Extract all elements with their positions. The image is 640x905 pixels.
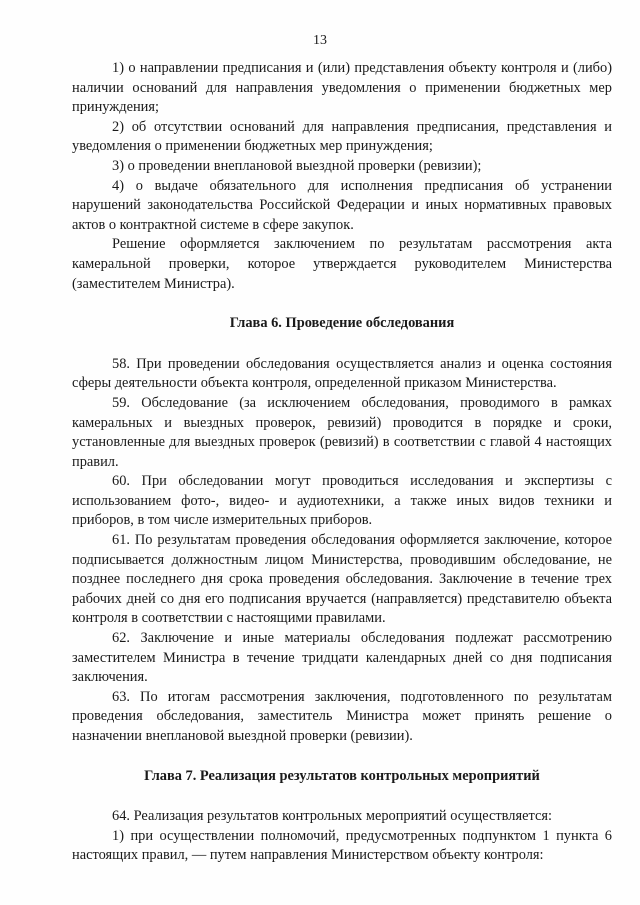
clause-62: 62. Заключение и иные материалы обследования подлежат рассмотрению заместителем Министра в течение тридцати календарных дней со дня подписания заключения.	[72, 630, 612, 686]
decision-option-2: 2) об отсутствии оснований для направления предписания, представления и уведомления о применении бюджетных мер принуждения;	[72, 118, 612, 155]
chapter-7-heading: Глава 7. Реализация результатов контрольных мероприятий	[144, 767, 540, 784]
clause-64-item-1: 1) при осуществлении полномочий, предусмотренных подпунктом 1 пункта 6 настоящих правил, — путем направления Министерством объекту контроля:	[72, 827, 612, 864]
clause-61: 61. По результатам проведения обследования оформляется заключение, которое подписывается должностным лицом Министерства, проводившим обследование, не позднее последнего дня срока проведения обследования. Заключение в течение трех рабочих дней со дня его подписания вручается (направляется) представителю объекта контроля в соответствии с настоящими правилами.	[72, 532, 612, 627]
clause-60: 60. При обследовании могут проводиться исследования и экспертизы с использованием фото-, видео- и аудиотехники, а также иных видов техники и приборов, в том числе измерительных приборов.	[72, 473, 612, 529]
page-number: 13	[313, 33, 327, 48]
decision-option-4: 4) о выдаче обязательного для исполнения предписания об устранении нарушений законодательства Российской Федерации и иных нормативных правовых актов о контрактной системе в сфере закупок.	[72, 177, 612, 233]
document-body	[72, 59, 612, 866]
clause-64: 64. Реализация результатов контрольных мероприятий осуществляется:	[112, 808, 552, 825]
decision-option-1: 1) о направлении предписания и (или) представления объекту контроля и (либо) наличии оснований для направления уведомления о применении бюджетных мер принуждения;	[72, 60, 612, 116]
clause-63: 63. По итогам рассмотрения заключения, подготовленного по результатам проведения обследования, заместитель Министра может принять решение о назначении внеплановой выездной проверки (ревизии).	[72, 688, 612, 744]
decision-option-3: 3) о проведении внеплановой выездной проверки (ревизии);	[112, 157, 482, 174]
spacer	[72, 294, 612, 314]
spacer	[72, 786, 612, 807]
clause-58: 58. При проведении обследования осуществляется анализ и оценка состояния сферы деятельности объекта контроля, определенной приказом Министерства.	[72, 355, 612, 392]
clause-59: 59. Обследование (за исключением обследования, проводимого в рамках камеральных и выездных проверок, ревизий) проводится в порядке и сроки, установленные для выездных проверок (ревизий) в соответствии с главой 4 настоящих правил.	[72, 394, 612, 470]
spacer	[72, 747, 612, 767]
spacer	[72, 334, 612, 355]
decision-paragraph: Решение оформляется заключением по результатам рассмотрения акта камеральной проверки, которое утверждается руководителем Министерства (заместителем Министра).	[72, 236, 612, 292]
chapter-6-heading: Глава 6. Проведение обследования	[229, 315, 455, 332]
